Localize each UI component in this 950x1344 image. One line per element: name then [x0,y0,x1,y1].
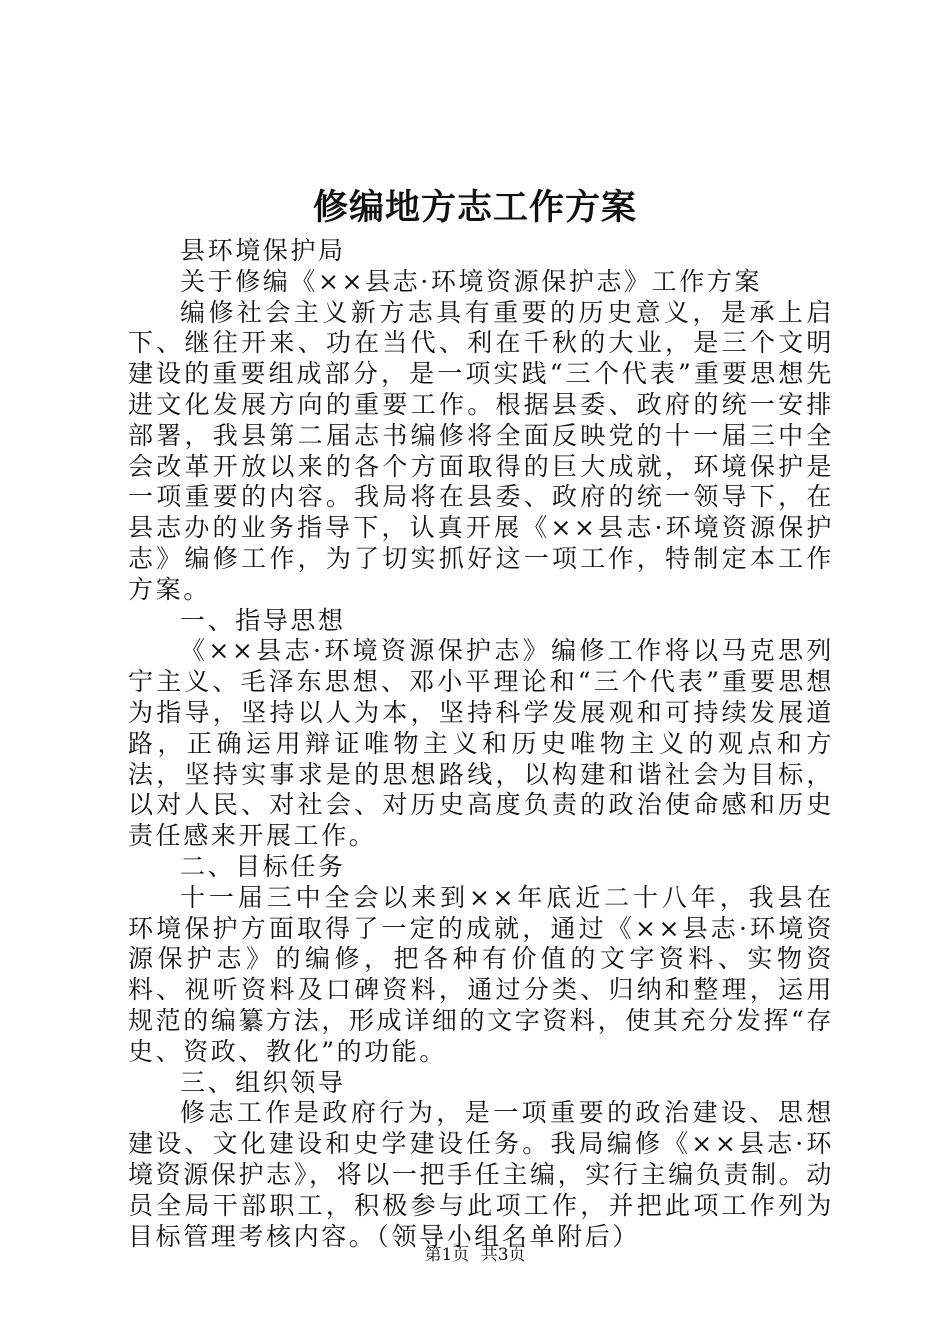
document-title: 修编地方志工作方案 [312,187,637,228]
issuer-line: 县环境保护局 [180,236,346,265]
goals-paragraph: 十一届三中全会以来到××年底近二十八年，我县在环境保护方面取得了一定的成就，通过《××县志·环境资源保护志》的编修，把各种有价值的文字资料、实物资料、视听资料及口碑资料，通过分类、归纳和整理，运用规范的编纂方法，形成详细的文字资料，使其充分发挥“存史、资政、教化”的功能。 [128,882,834,1066]
leadership-paragraph: 修志工作是政府行为，是一项重要的政治建设、思想建设、文化建设和史学建设任务。我局编修《××县志·环境资源保护志》，将以一把手任主编，实行主编负责制。动员全局干部职工，积极参与此项工作，并把此项工作列为目标管理考核内容。（领导小组名单附后） [128,1098,834,1251]
guiding-ideology-paragraph: 《××县志·环境资源保护志》编修工作将以马克思列宁主义、毛泽东思想、邓小平理论和“三个代表”重要思想为指导，坚持以人为本，坚持科学发展观和可持续发展道路，正确运用辩证唯物主义和历史唯物主义的观点和方法，坚持实事求是的思想路线，以构建和谐社会为目标，以对人民、对社会、对历史高度负责的政治使命感和历史责任感来开展工作。 [128,636,834,851]
section-heading-leadership: 三、组织领导 [180,1067,346,1097]
document-body [128,236,834,1252]
intro-paragraph: 编修社会主义新方志具有重要的历史意义，是承上启下、继往开来、功在当代、利在千秋的大业，是三个文明建设的重要组成部分，是一项实践“三个代表”重要思想先进文化发展方向的重要工作。根据县委、政府的统一安排部署，我县第二届志书编修将全面反映党的十一届三中全会改革开放以来的各个方面取得的巨大成就，环境保护是一项重要的内容。我局将在县委、政府的统一领导下，在县志办的业务指导下，认真开展《××县志·环境资源保护志》编修工作，为了切实抓好这一项工作，特制定本工作方案。 [128,297,834,604]
subtitle-line: 关于修编《××县志·环境资源保护志》工作方案 [180,266,763,296]
page-number: 第1页 共3页 [424,1245,526,1265]
section-heading-guiding-ideology: 一、指导思想 [180,605,346,635]
section-heading-goals: 二、目标任务 [180,851,346,881]
